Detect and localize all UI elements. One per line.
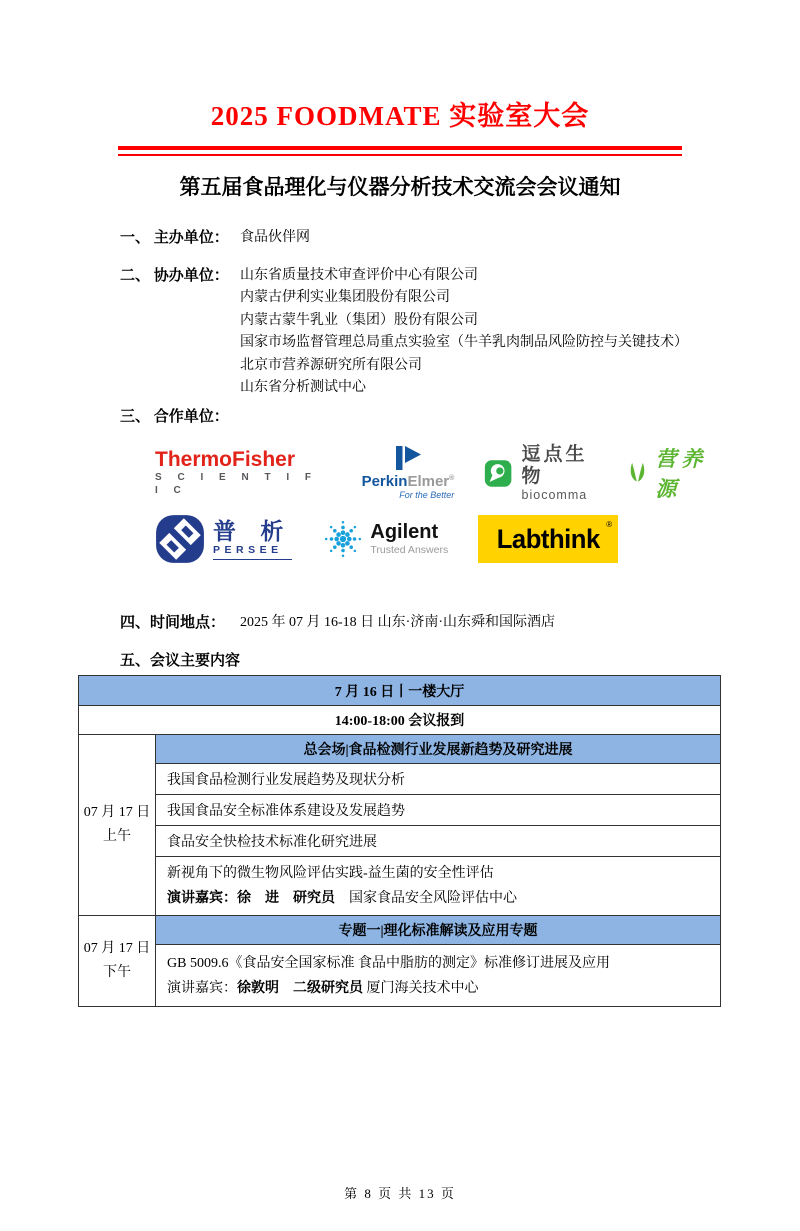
perkinelmer-logo xyxy=(362,445,455,501)
co-organizer-item: 北京市营养源研究所有限公司 xyxy=(240,357,422,373)
agilent-text xyxy=(370,521,448,557)
time-place-label: 四、时间地点： xyxy=(120,615,226,632)
agenda-item-cell: 食品安全快检技术标准化研究进展 xyxy=(156,826,721,857)
persee-logo xyxy=(155,514,292,564)
co-organizer-item: 内蒙古伊利实业集团股份有限公司 xyxy=(240,290,450,306)
agilent-tagline: Trusted Answers xyxy=(370,544,449,557)
doc-subtitle: 第五届食品理化与仪器分析技术交流会会议通知 xyxy=(179,175,621,199)
speaker-name: 徐敦明 二级研究员 xyxy=(237,980,363,996)
agenda-item-cell: 我国食品安全标准体系建设及发展趋势 xyxy=(156,795,721,826)
agenda-item-cell xyxy=(156,945,721,1007)
session-period: 下午 xyxy=(103,965,131,981)
session-date-cell xyxy=(79,735,156,916)
labthink-reg-mark: ® xyxy=(606,520,613,530)
logo-row-2 xyxy=(155,510,722,568)
speaker-org: 国家食品安全风险评估中心 xyxy=(349,891,517,907)
host-value: 食品伙伴网 xyxy=(240,230,310,245)
doc-title: 2025 FOODMATE 实验室大会 xyxy=(210,101,590,131)
session-date: 07 月 17 日 xyxy=(83,941,151,957)
co-organizers-label: 二、 协办单位： xyxy=(120,268,229,284)
thermofisher-wordmark: ThermoFisher xyxy=(155,448,296,472)
co-organizer-item: 山东省质量技术审查评价中心有限公司 xyxy=(240,268,478,283)
labthink-wordmark: Labthink xyxy=(496,523,600,554)
co-organizers-list xyxy=(240,265,688,399)
nutrition-source-cn-label: 营养源 xyxy=(655,447,708,502)
thermofisher-logo xyxy=(155,449,332,497)
nutrition-source-tulip-icon xyxy=(627,460,648,486)
speaker-name: 徐 进 研究员 xyxy=(237,891,335,907)
document-body xyxy=(120,227,722,672)
agenda-table xyxy=(78,675,721,1007)
session-date-cell xyxy=(79,916,156,1007)
page-number: 第 8 页 共 13 页 xyxy=(344,1186,456,1201)
biocomma-comma-icon xyxy=(484,457,512,490)
session-header-cell: 专题一|理化标准解读及应用专题 xyxy=(156,916,721,945)
agilent-wordmark: Agilent xyxy=(370,521,439,544)
day1-header-cell: 7 月 16 日丨一楼大厅 xyxy=(79,676,721,706)
agilent-logo xyxy=(322,518,448,560)
agilent-starburst-icon xyxy=(322,518,364,560)
thermofisher-scientific-label: S C I E N T I F I C xyxy=(155,472,318,497)
partner-logos xyxy=(155,444,722,568)
speaker-label: 演讲嘉宾： xyxy=(167,891,237,907)
speaker-label: 演讲嘉宾： xyxy=(167,980,237,996)
agenda-item-speaker xyxy=(167,887,720,910)
co-organizer-item: 国家市场监督管理总局重点实验室（牛羊乳肉制品风险防控与关键技术） xyxy=(240,335,688,351)
session-header-cell: 总会场|食品检测行业发展新趋势及研究进展 xyxy=(156,735,721,764)
speaker-org: 厦门海关技术中心 xyxy=(366,980,479,996)
co-organizer-item: 内蒙古蒙牛乳业（集团）股份有限公司 xyxy=(240,312,478,328)
perkinelmer-wordmark: PerkinElmer® xyxy=(361,473,455,491)
day1-registration-cell: 14:00-18:00 会议报到 xyxy=(79,706,721,735)
biocomma-cn-label: 逗点生物 xyxy=(521,444,588,488)
persee-text xyxy=(213,519,292,560)
biocomma-text xyxy=(522,444,597,502)
agenda-item-speaker xyxy=(167,977,720,1000)
perkinelmer-tagline: For the Better xyxy=(399,490,455,501)
logo-row-1 xyxy=(155,444,722,502)
labthink-logo xyxy=(478,515,618,563)
agenda-item-cell: 我国食品检测行业发展趋势及现状分析 xyxy=(156,764,721,795)
session-period: 上午 xyxy=(103,829,131,845)
section-agenda xyxy=(120,650,722,672)
section-partners xyxy=(120,406,722,428)
agenda-item-title: GB 5009.6《食品安全国家标准 食品中脂肪的测定》标准修订进展及应用 xyxy=(167,955,610,971)
section-time-place xyxy=(120,612,722,634)
session-date: 07 月 17 日 xyxy=(83,805,151,821)
agenda-item-cell xyxy=(156,857,721,916)
biocomma-en-label: biocomma xyxy=(521,488,588,503)
red-double-divider xyxy=(118,146,682,156)
time-place-value: 2025 年 07 月 16-18 日 山东·济南·山东舜和国际酒店 xyxy=(240,615,555,631)
document-page xyxy=(0,100,800,1201)
co-organizer-item: 山东省分析测试中心 xyxy=(240,380,366,396)
perkinelmer-triangle-icon xyxy=(391,445,425,471)
biocomma-logo xyxy=(484,444,597,502)
partners-label: 三、 合作单位： xyxy=(120,409,229,426)
persee-en-label: PERSEE xyxy=(213,544,292,560)
section-host xyxy=(120,227,722,249)
persee-emblem-icon xyxy=(155,514,205,564)
persee-cn-label: 普 析 xyxy=(213,517,293,544)
host-label: 一、 主办单位： xyxy=(120,230,229,246)
agenda-item-title: 新视角下的微生物风险评估实践-益生菌的安全性评估 xyxy=(167,866,494,882)
section-co-organizers xyxy=(120,265,722,399)
nutrition-source-logo xyxy=(627,443,722,503)
agenda-label: 五、会议主要内容 xyxy=(120,653,241,670)
